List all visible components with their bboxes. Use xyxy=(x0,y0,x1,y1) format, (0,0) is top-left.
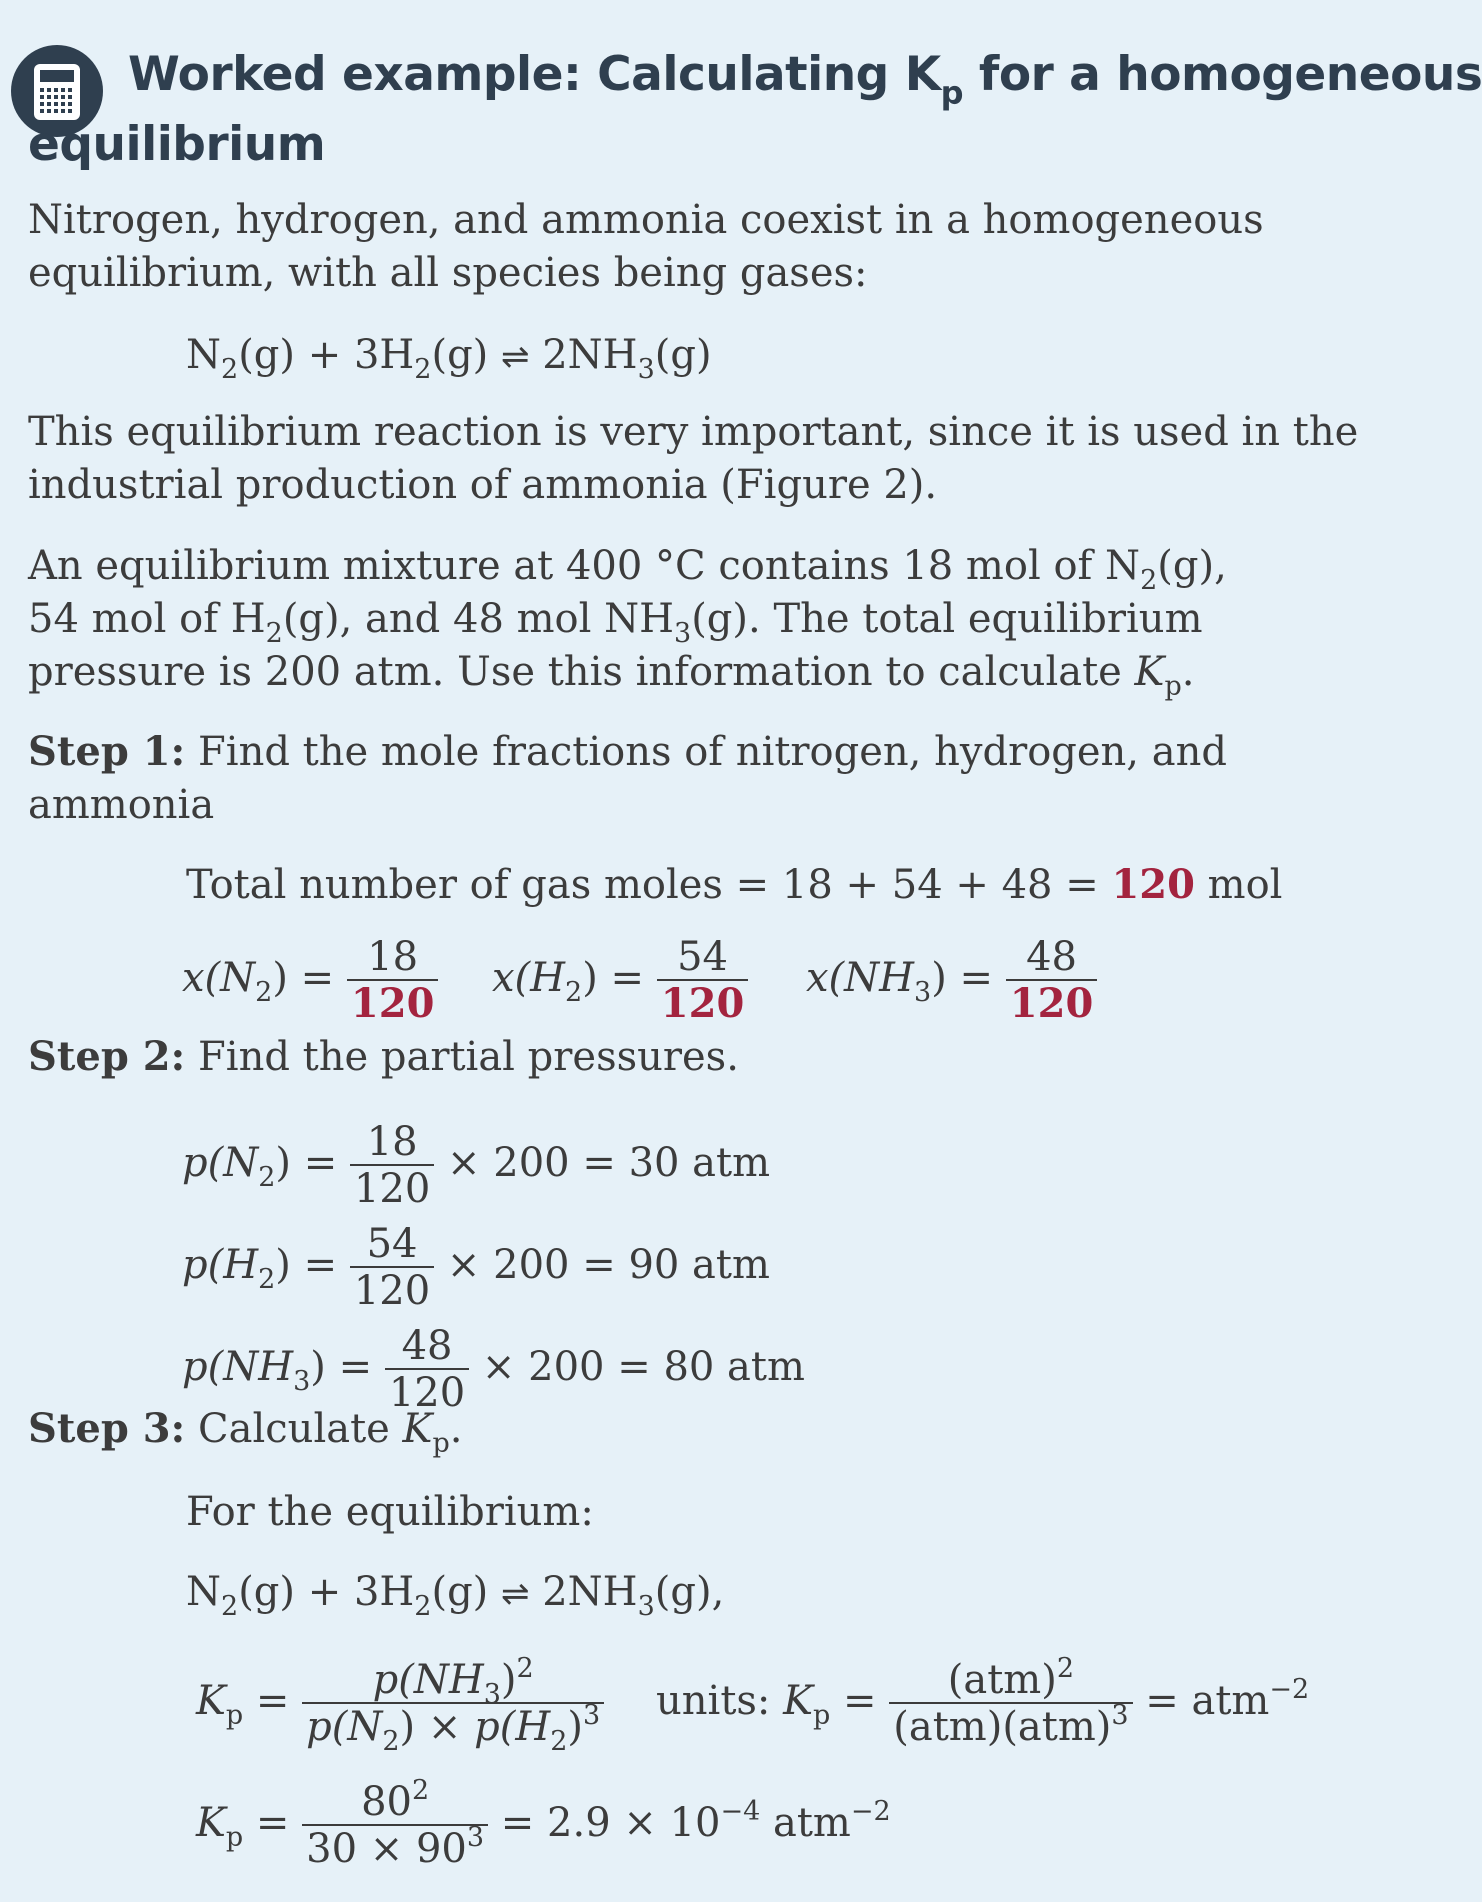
reaction-equation: $N_2(g) + 3H_2(g)$ ⇌ $2NH_3(g)$ xyxy=(186,332,712,385)
reaction-equation-repeat: $N_2(g) + 3H_2(g)$ ⇌ $2NH_3(g)$, xyxy=(186,1569,725,1622)
total-moles: Total number of gas moles = 18 + 54 + 48 = 120 mol xyxy=(186,861,1283,908)
partial-pressure-n2: $p(N_2)$ = $\frac{18}{120}$ × 200 = 30 atm xyxy=(182,1119,771,1212)
kp-units: units: $K_p$ = $\frac{(atm)^2}{(atm)(atm)^3}$ = atm$^{-2}$ xyxy=(656,1653,1310,1750)
kp-expression: $K_p$ = $\frac{p(NH_3)^2}{p(N_2) \times p(H_2)^3}$ xyxy=(196,1658,604,1750)
kp-result: $K_p$ = $\frac{80^2}{30 \times 90^3}$ = $2.9 \times 10^{-4}$ atm$^{-2}$ xyxy=(196,1775,891,1872)
partial-pressure-h2: $p(H_2)$ = $\frac{54}{120}$ × 200 = 90 atm xyxy=(182,1221,770,1314)
step3-heading: Step 3: Calculate $K_p$. xyxy=(28,1405,463,1459)
equilibrium-arrow-icon: ⇌ xyxy=(501,1574,530,1614)
mole-fraction-n2: $x(N_2)$ = $\frac{18}{120}$ xyxy=(182,935,438,1027)
partial-pressure-nh3: $p(NH_3)$ = $\frac{48}{120}$ × 200 = 80 atm xyxy=(182,1323,805,1416)
problem-paragraph: An equilibrium mixture at 400 °C contains 18 mol of $N_2(g)$, 54 mol of $H_2(g)$, and 48 mol $NH_3(g)$. The total equilibrium pressure is 200 atm. Use this information to calculate $K_p$. xyxy=(28,543,1227,702)
importance-paragraph: This equilibrium reaction is very important, since it is used in the industrial production of ammonia (Figure 2). xyxy=(28,409,1359,508)
step1-heading: Step 1: Find the mole fractions of nitrogen, hydrogen, and ammonia xyxy=(28,728,1227,828)
mole-fraction-h2: $x(H_2)$ = $\frac{54}{120}$ xyxy=(492,935,748,1027)
step2-heading: Step 2: Find the partial pressures. xyxy=(28,1033,739,1080)
for-the-equilibrium: For the equilibrium: xyxy=(186,1489,594,1535)
mole-fraction-nh3: $x(NH_3)$ = $\frac{48}{120}$ xyxy=(806,935,1097,1027)
intro-paragraph: Nitrogen, hydrogen, and ammonia coexist in a homogeneous equilibrium, with all species being gases: xyxy=(28,197,1264,296)
equilibrium-arrow-icon: ⇌ xyxy=(501,337,530,377)
